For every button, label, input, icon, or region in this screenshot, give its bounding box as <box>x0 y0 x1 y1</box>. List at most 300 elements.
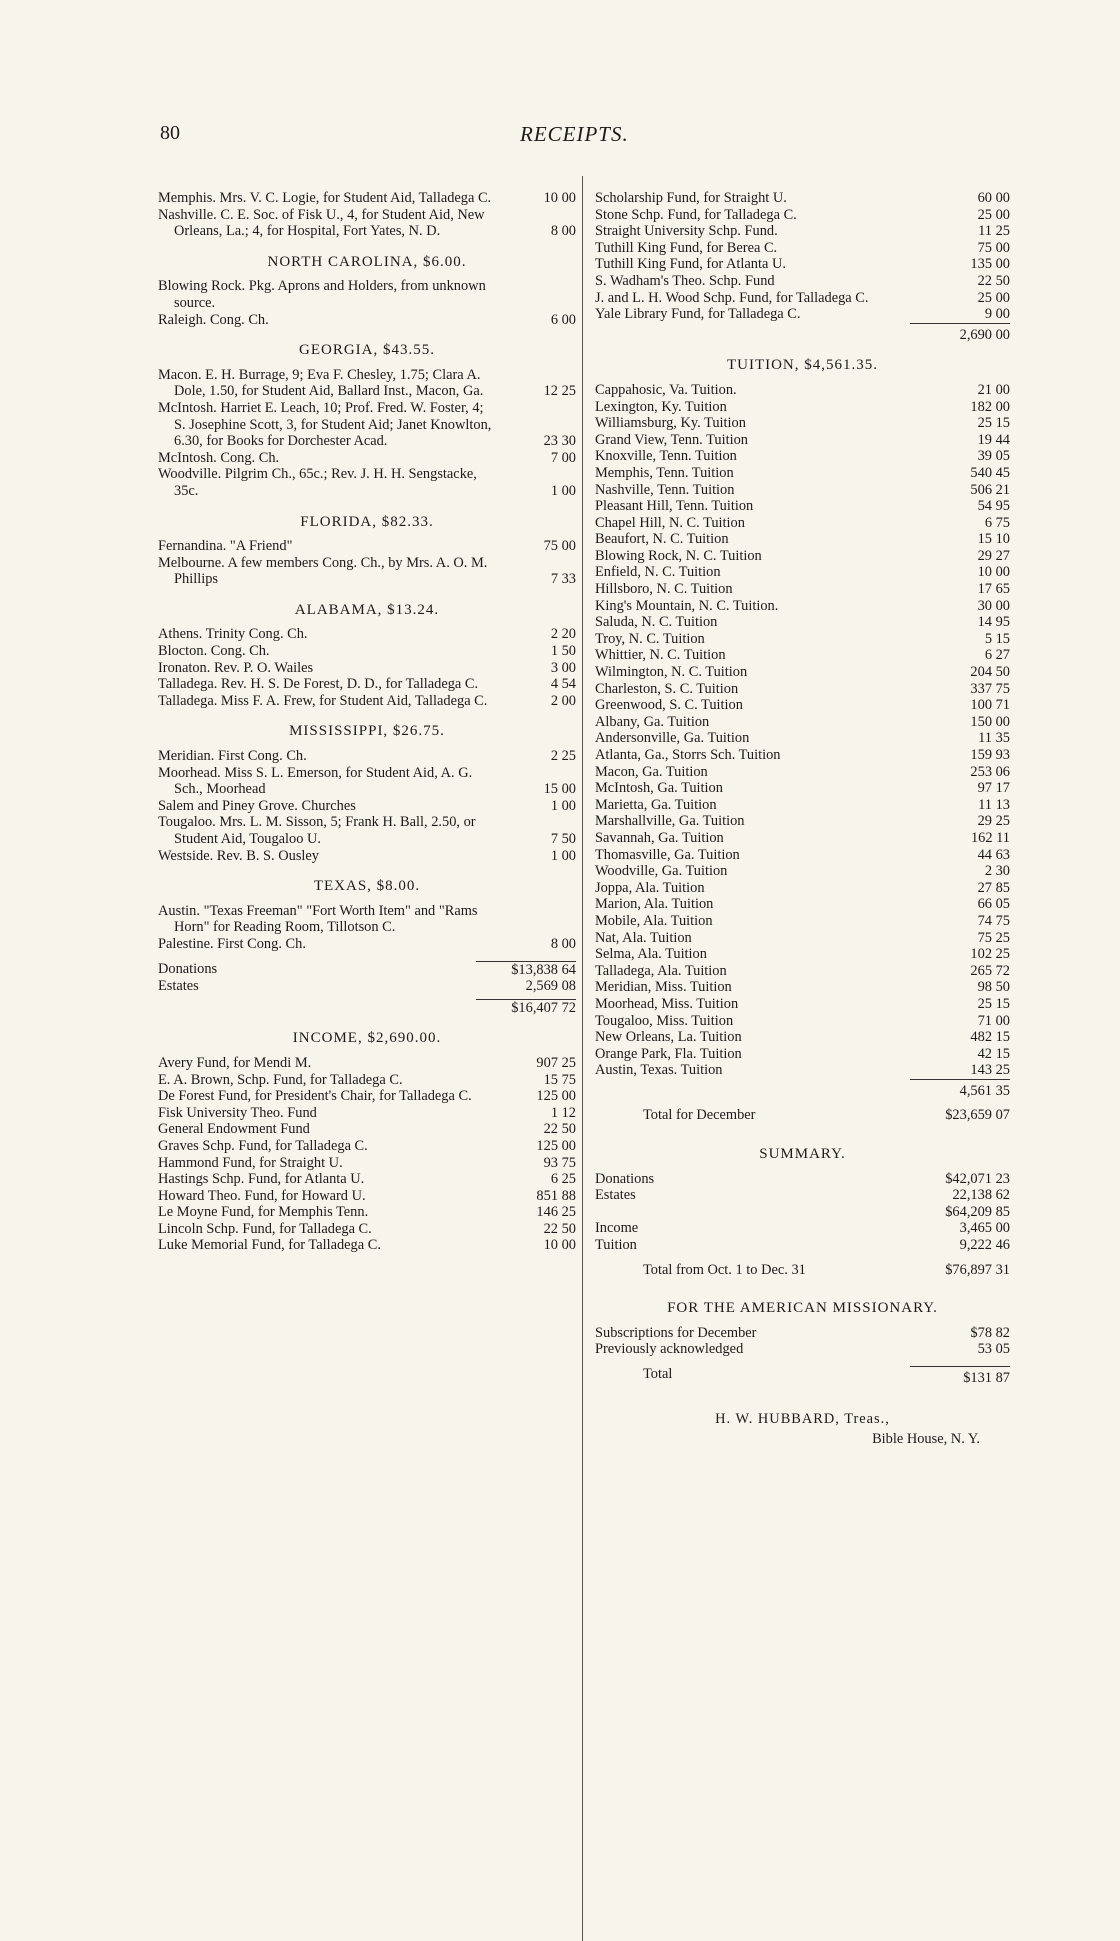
entry-row <box>595 979 1010 996</box>
entry-row <box>595 498 1010 515</box>
entry-description: Hillsboro, N. C. Tuition <box>595 581 733 598</box>
section-heading: SUMMARY. <box>759 1146 846 1163</box>
grand-total-amount: $16,407 72 <box>476 999 576 1017</box>
entry-description: General Endowment Fund <box>158 1121 310 1138</box>
entry-amount: 540 45 <box>970 464 1010 481</box>
entry-amount: 907 25 <box>536 1054 576 1071</box>
entry-amount: 15 00 <box>543 781 576 798</box>
entry-amount: 1 00 <box>550 797 576 814</box>
entry-row <box>158 643 576 660</box>
entry-row <box>595 564 1010 581</box>
entry-row <box>158 936 576 953</box>
entry-amount: 39 05 <box>977 448 1010 465</box>
page-number: 80 <box>160 122 180 144</box>
entry-description: Salem and Piney Grove. Churches <box>158 797 356 814</box>
entry-row <box>595 880 1010 897</box>
missionary-total-row <box>595 1366 1010 1387</box>
entry-description: Memphis. Mrs. V. C. Logie, for Student Aid, Talladega C. <box>158 190 492 206</box>
entry-row <box>595 290 1010 307</box>
entry-amount: 14 95 <box>977 614 1010 631</box>
entry-row <box>595 256 1010 273</box>
summary-total-amount: $76,897 31 <box>945 1261 1010 1278</box>
entry-description: Blowing Rock, N. C. Tuition <box>595 547 762 564</box>
entry-description: Fernandina. "A Friend" <box>158 538 293 555</box>
entry-amount: 125 00 <box>536 1088 576 1105</box>
totals-label: Estates <box>158 978 199 995</box>
entry-amount: 100 71 <box>970 697 1010 714</box>
entry-amount: 159 93 <box>970 747 1010 763</box>
summary-total-label: Total from Oct. 1 to Dec. 31 <box>643 1261 806 1278</box>
entry-amount: 75 00 <box>977 239 1010 256</box>
entry-amount: 15 10 <box>977 531 1010 548</box>
entry-row <box>595 399 1010 416</box>
entry-row <box>595 482 1010 499</box>
entry-amount: 3 00 <box>550 659 576 676</box>
entry-amount: 506 21 <box>970 481 1010 498</box>
entry-row <box>158 676 576 693</box>
entry-description: Thomasville, Ga. Tuition <box>595 846 740 863</box>
entry-description: Meridian, Miss. Tuition <box>595 979 732 996</box>
entry-row <box>158 1105 576 1122</box>
entry-description: De Forest Fund, for President's Chair, for Talladega C. <box>158 1088 472 1105</box>
entry-row <box>158 190 576 207</box>
entry-amount: 22 50 <box>543 1220 576 1237</box>
entry-amount: 11 35 <box>978 730 1010 747</box>
entry-amount: 25 15 <box>977 995 1010 1012</box>
entry-amount: 1 00 <box>550 847 576 864</box>
entry-row <box>158 903 576 936</box>
entry-description: Macon, Ga. Tuition <box>595 763 708 780</box>
entry-amount: 53 05 <box>977 1341 1010 1358</box>
entry-row <box>595 647 1010 664</box>
entry-description: Williamsburg, Ky. Tuition <box>595 415 746 432</box>
entry-amount: 143 25 <box>970 1062 1010 1079</box>
entry-row <box>595 863 1010 880</box>
entry-description: Lincoln Schp. Fund, for Talladega C. <box>158 1220 372 1237</box>
entry-description: Joppa, Ala. Tuition <box>595 879 705 896</box>
totals-row <box>158 961 576 979</box>
section-heading: GEORGIA, $43.55. <box>299 342 435 359</box>
entry-description: Macon. E. H. Burrage, 9; Eva F. Chesley, 1.75; Clara A. Dole, 1.50, for Student Aid, Ballard Inst., Macon, Ga. <box>158 366 484 400</box>
entry-row <box>595 1341 1010 1358</box>
entry-amount: 22,138 62 <box>952 1187 1010 1204</box>
entry-amount: 98 50 <box>977 979 1010 996</box>
entry-amount: 75 00 <box>543 538 576 555</box>
entry-row <box>158 1138 576 1155</box>
entry-amount: 265 72 <box>970 962 1010 979</box>
entry-row <box>595 730 1010 747</box>
entry-amount: 11 13 <box>978 796 1010 813</box>
totals-row <box>158 978 576 995</box>
entry-description: Marshallville, Ga. Tuition <box>595 813 745 830</box>
entry-row <box>595 681 1010 698</box>
section-heading: INCOME, $2,690.00. <box>292 1030 442 1047</box>
entry-description: Whittier, N. C. Tuition <box>595 647 726 664</box>
entry-description: King's Mountain, N. C. Tuition. <box>595 597 779 614</box>
missionary-total-label: Total <box>643 1366 673 1382</box>
page-title: RECEIPTS. <box>520 122 629 146</box>
entry-description: Chapel Hill, N. C. Tuition <box>595 514 745 531</box>
entry-row <box>595 415 1010 432</box>
entry-row <box>595 448 1010 465</box>
entry-description: Albany, Ga. Tuition <box>595 713 710 730</box>
entry-description: Talladega. Miss F. A. Frew, for Student Aid, Talladega C. <box>158 692 488 709</box>
entry-description: Saluda, N. C. Tuition <box>595 614 718 631</box>
entry-amount: 29 25 <box>977 813 1010 830</box>
entry-description: Blowing Rock. Pkg. Aprons and Holders, from unknown source. <box>158 278 486 311</box>
entry-amount: 3,465 00 <box>959 1220 1010 1237</box>
entry-description: Blocton. Cong. Ch. <box>158 643 270 660</box>
entry-description: Nashville, Tenn. Tuition <box>595 481 735 498</box>
entry-amount: 10 00 <box>977 564 1010 581</box>
entry-amount: 125 00 <box>536 1137 576 1154</box>
tuition-total-row <box>595 1079 1010 1100</box>
entry-row <box>595 548 1010 565</box>
december-total-amount: $23,659 07 <box>945 1107 1010 1124</box>
entry-row <box>158 207 576 240</box>
entry-row <box>595 465 1010 482</box>
entry-amount: 60 00 <box>977 190 1010 206</box>
section-heading: FLORIDA, $82.33. <box>300 513 434 530</box>
right-column <box>595 190 1010 1448</box>
section-heading: TEXAS, $8.00. <box>313 878 421 895</box>
entry-description: Straight University Schp. Fund. <box>595 223 778 240</box>
entry-amount: 25 00 <box>977 289 1010 306</box>
entry-description: McIntosh, Ga. Tuition <box>595 780 723 797</box>
entry-description: Estates <box>595 1187 636 1204</box>
entry-row <box>595 697 1010 714</box>
entry-row <box>158 1204 576 1221</box>
entry-amount: 1 50 <box>550 643 576 660</box>
entry-description: Meridian. First Cong. Ch. <box>158 748 307 765</box>
entry-amount: 6 75 <box>984 514 1010 531</box>
entry-row <box>595 1046 1010 1063</box>
entry-amount: 8 00 <box>550 935 576 952</box>
entry-description: J. and L. H. Wood Schp. Fund, for Talladega C. <box>595 289 869 306</box>
entry-row <box>158 798 576 815</box>
entry-description: Beaufort, N. C. Tuition <box>595 531 729 548</box>
entry-row <box>158 1121 576 1138</box>
totals-amount: $13,838 64 <box>476 961 576 979</box>
entry-row <box>158 748 576 765</box>
entry-amount: 6 00 <box>550 311 576 328</box>
entry-description: Avery Fund, for Mendi M. <box>158 1054 312 1071</box>
entry-amount: 102 25 <box>970 946 1010 963</box>
entry-amount: 10 00 <box>543 190 576 206</box>
entry-row <box>595 273 1010 290</box>
entry-row <box>158 693 576 710</box>
entry-amount: 2 25 <box>550 748 576 765</box>
entry-amount: $64,209 85 <box>945 1203 1010 1220</box>
entry-description: Stone Schp. Fund, for Talladega C. <box>595 206 797 223</box>
entry-row <box>595 913 1010 930</box>
entry-description: Graves Schp. Fund, for Talladega C. <box>158 1137 368 1154</box>
entry-row <box>158 1072 576 1089</box>
entry-amount: 1 12 <box>550 1104 576 1121</box>
entry-amount: 5 15 <box>984 630 1010 647</box>
entry-amount: 135 00 <box>970 256 1010 273</box>
entry-description: Westside. Rev. B. S. Ousley <box>158 847 319 864</box>
entry-description: Le Moyne Fund, for Memphis Tenn. <box>158 1204 369 1221</box>
entry-description: Howard Theo. Fund, for Howard U. <box>158 1187 366 1204</box>
entry-amount: 6 25 <box>550 1171 576 1188</box>
entry-description: Scholarship Fund, for Straight U. <box>595 190 787 206</box>
entry-row <box>595 996 1010 1013</box>
entry-amount: 97 17 <box>977 780 1010 797</box>
entry-amount: 11 25 <box>978 223 1010 240</box>
entry-amount: 2 20 <box>550 626 576 643</box>
entry-description: Previously acknowledged <box>595 1341 744 1358</box>
entry-row <box>595 946 1010 963</box>
entry-row <box>158 367 576 400</box>
entry-description: Income <box>595 1220 639 1237</box>
entry-description: McIntosh. Cong. Ch. <box>158 449 280 466</box>
entry-amount: 22 50 <box>543 1121 576 1138</box>
entry-amount: 93 75 <box>543 1154 576 1171</box>
entry-description: Pleasant Hill, Tenn. Tuition <box>595 498 754 515</box>
entry-amount: 8 00 <box>550 223 576 240</box>
entry-description: Tuthill King Fund, for Atlanta U. <box>595 256 786 273</box>
entry-description: Orange Park, Fla. Tuition <box>595 1045 742 1062</box>
entry-row <box>158 400 576 450</box>
entry-description: Mobile, Ala. Tuition <box>595 912 713 929</box>
entry-amount: 75 25 <box>977 929 1010 946</box>
entry-amount: 182 00 <box>970 398 1010 415</box>
entry-row <box>595 614 1010 631</box>
entry-description: S. Wadham's Theo. Schp. Fund <box>595 272 775 289</box>
entry-description: Subscriptions for December <box>595 1324 757 1341</box>
entry-row <box>158 312 576 329</box>
entry-amount: 9 00 <box>984 306 1010 323</box>
entry-row <box>595 1062 1010 1079</box>
entry-description: Fisk University Theo. Fund <box>158 1104 317 1121</box>
entry-row <box>595 598 1010 615</box>
entry-row <box>595 1220 1010 1237</box>
entry-amount: 74 75 <box>977 912 1010 929</box>
entry-description: Greenwood, S. C. Tuition <box>595 697 743 714</box>
entry-row <box>158 278 576 311</box>
entry-amount: 54 95 <box>977 498 1010 515</box>
entry-description: Austin. "Texas Freeman" "Fort Worth Item" and "Rams Horn" for Reading Room, Tillotson C. <box>158 902 478 936</box>
entry-row <box>158 1171 576 1188</box>
entry-amount: 29 27 <box>977 547 1010 564</box>
entry-description: Savannah, Ga. Tuition <box>595 829 724 846</box>
entry-amount: 482 15 <box>970 1029 1010 1046</box>
december-total-label: Total for December <box>643 1107 756 1124</box>
summary-total-row <box>595 1262 1010 1279</box>
entry-description: Austin, Texas. Tuition <box>595 1062 723 1079</box>
entry-row <box>595 1187 1010 1204</box>
entry-description: Tougaloo. Mrs. L. M. Sisson, 5; Frank H. Ball, 2.50, or Student Aid, Tougaloo U. <box>158 814 476 847</box>
entry-row <box>158 1188 576 1205</box>
entry-row <box>595 764 1010 781</box>
entry-description: Marietta, Ga. Tuition <box>595 796 717 813</box>
entry-row <box>595 515 1010 532</box>
entry-description: Woodville. Pilgrim Ch., 65c.; Rev. J. H. H. Sengstacke, 35c. <box>158 466 477 499</box>
totals-amount: 2,569 08 <box>525 978 576 995</box>
entry-amount: 1 00 <box>550 482 576 499</box>
entry-description: Yale Library Fund, for Talladega C. <box>595 306 801 323</box>
entry-amount: 25 00 <box>977 206 1010 223</box>
entry-description: E. A. Brown, Schp. Fund, for Talladega C. <box>158 1071 403 1088</box>
entry-amount: 9,222 46 <box>959 1237 1010 1254</box>
entry-row <box>595 223 1010 240</box>
entry-description: Athens. Trinity Cong. Ch. <box>158 626 308 643</box>
entry-row <box>595 207 1010 224</box>
entry-description: Memphis, Tenn. Tuition <box>595 464 734 481</box>
entry-row <box>158 538 576 555</box>
entry-amount: 162 11 <box>970 829 1010 846</box>
entry-amount: 6 27 <box>984 647 1010 664</box>
entry-amount: 204 50 <box>970 664 1010 681</box>
entry-amount: 4 54 <box>550 676 576 693</box>
entry-row <box>595 780 1010 797</box>
entry-amount: 2 30 <box>984 863 1010 880</box>
entry-row <box>158 1088 576 1105</box>
entry-description: Ironaton. Rev. P. O. Wailes <box>158 659 314 676</box>
entry-row <box>595 813 1010 830</box>
income-total-amount: 2,690 00 <box>910 323 1010 344</box>
entry-description: Enfield, N. C. Tuition <box>595 564 721 581</box>
entry-row <box>595 930 1010 947</box>
entry-row <box>158 555 576 588</box>
entry-row <box>158 1221 576 1238</box>
entry-row <box>595 847 1010 864</box>
entry-amount: 21 00 <box>977 381 1010 398</box>
entry-description: Hammond Fund, for Straight U. <box>158 1154 343 1171</box>
entry-amount: $42,071 23 <box>945 1170 1010 1187</box>
entry-description: Moorhead, Miss. Tuition <box>595 995 739 1012</box>
entry-row <box>595 382 1010 399</box>
entry-description: Nat, Ala. Tuition <box>595 929 692 946</box>
entry-amount: 337 75 <box>970 680 1010 697</box>
entry-description: Talladega, Ala. Tuition <box>595 962 727 979</box>
entry-description: Wilmington, N. C. Tuition <box>595 664 748 681</box>
entry-row <box>595 190 1010 207</box>
section-heading: FOR THE AMERICAN MISSIONARY. <box>667 1300 938 1317</box>
entry-amount: 851 88 <box>536 1187 576 1204</box>
entry-amount: 44 63 <box>977 846 1010 863</box>
entry-row <box>595 797 1010 814</box>
entry-description: Cappahosic, Va. Tuition. <box>595 381 737 398</box>
section-heading: TUITION, $4,561.35. <box>726 357 879 374</box>
entry-description: Grand View, Tenn. Tuition <box>595 431 748 448</box>
entry-description: Selma, Ala. Tuition <box>595 946 707 963</box>
entry-row <box>158 814 576 847</box>
entry-description <box>595 1204 912 1221</box>
entry-description: Luke Memorial Fund, for Talladega C. <box>158 1237 381 1254</box>
entry-row <box>158 626 576 643</box>
section-heading: MISSISSIPPI, $26.75. <box>289 723 445 740</box>
entry-description: Atlanta, Ga., Storrs Sch. Tuition <box>595 747 781 763</box>
entry-row <box>595 963 1010 980</box>
entry-row <box>595 1237 1010 1254</box>
entry-amount: 146 25 <box>536 1204 576 1221</box>
entry-amount: 66 05 <box>977 896 1010 913</box>
totals-row <box>158 999 576 1017</box>
entry-description: Raleigh. Cong. Ch. <box>158 311 269 328</box>
entry-description: Talladega. Rev. H. S. De Forest, D. D., for Talladega C. <box>158 676 479 693</box>
entry-amount: 27 85 <box>977 879 1010 896</box>
treasurer-address: Bible House, N. Y. <box>872 1431 980 1448</box>
entry-amount: 2 00 <box>550 692 576 709</box>
entry-description: McIntosh. Harriet E. Leach, 10; Prof. Fred. W. Foster, 4; S. Josephine Scott, 3, for Student Aid; Janet Knowlton, 6.30, for Books for Dorchester Acad. <box>158 399 492 450</box>
section-heading: ALABAMA, $13.24. <box>294 601 440 618</box>
entry-row <box>595 664 1010 681</box>
entry-amount: 23 30 <box>543 433 576 450</box>
entry-row <box>158 848 576 865</box>
entry-description: Tuition <box>595 1237 637 1254</box>
entry-row <box>158 466 576 499</box>
entry-row <box>595 1029 1010 1046</box>
entry-amount: 42 15 <box>977 1045 1010 1062</box>
entry-row <box>595 631 1010 648</box>
entry-amount: 15 75 <box>543 1071 576 1088</box>
totals-label: Donations <box>158 960 218 977</box>
entry-description: Moorhead. Miss S. L. Emerson, for Student Aid, A. G. Sch., Moorhead <box>158 764 473 798</box>
entry-row <box>595 581 1010 598</box>
entry-row <box>595 1013 1010 1030</box>
entry-description: Lexington, Ky. Tuition <box>595 398 727 415</box>
entry-amount: 150 00 <box>970 713 1010 730</box>
entry-description: Knoxville, Tenn. Tuition <box>595 448 737 465</box>
entry-description: Troy, N. C. Tuition <box>595 630 705 647</box>
entry-description: Charleston, S. C. Tuition <box>595 680 739 697</box>
entry-row <box>595 240 1010 257</box>
entry-description: Tuthill King Fund, for Berea C. <box>595 239 778 256</box>
entry-amount: 12 25 <box>543 383 576 400</box>
entry-row <box>595 432 1010 449</box>
entry-row <box>158 660 576 677</box>
entry-row <box>158 450 576 467</box>
entry-description: Tougaloo, Miss. Tuition <box>595 1012 734 1029</box>
entry-amount: 25 15 <box>977 415 1010 432</box>
entry-amount: 253 06 <box>970 763 1010 780</box>
treasurer-name: H. W. HUBBARD, Treas., <box>715 1410 890 1427</box>
entry-amount: 7 00 <box>550 449 576 466</box>
entry-amount: $78 82 <box>970 1324 1010 1341</box>
entry-amount: 7 33 <box>550 571 576 588</box>
entry-description: Nashville. C. E. Soc. of Fisk U., 4, for Student Aid, New Orleans, La.; 4, for Hospital, Fort Yates, N. D. <box>158 206 485 240</box>
entry-row <box>158 1155 576 1172</box>
entry-amount: 7 50 <box>550 831 576 847</box>
entry-row <box>595 306 1010 323</box>
entry-description: New Orleans, La. Tuition <box>595 1029 742 1046</box>
entry-row <box>595 1325 1010 1342</box>
missionary-total-amount: $131 87 <box>910 1366 1010 1387</box>
section-heading: NORTH CAROLINA, $6.00. <box>267 253 467 270</box>
column-divider <box>582 176 583 1941</box>
entry-description: Andersonville, Ga. Tuition <box>595 730 750 747</box>
entry-amount: 30 00 <box>977 597 1010 614</box>
income-total-row <box>595 323 1010 344</box>
december-total-row <box>595 1107 1010 1124</box>
totals-label <box>158 999 476 1017</box>
entry-row <box>595 1204 1010 1221</box>
entry-description: Donations <box>595 1170 655 1187</box>
entry-amount: 22 50 <box>977 272 1010 289</box>
entry-amount: 10 00 <box>543 1237 576 1254</box>
entry-description: Palestine. First Cong. Ch. <box>158 935 306 952</box>
entry-amount: 17 65 <box>977 581 1010 598</box>
entry-description: Marion, Ala. Tuition <box>595 896 714 913</box>
entry-row <box>158 1055 576 1072</box>
entry-description: Melbourne. A few members Cong. Ch., by Mrs. A. O. M. Phillips <box>158 554 488 588</box>
entry-row <box>595 896 1010 913</box>
entry-row <box>595 1171 1010 1188</box>
entry-row <box>595 747 1010 764</box>
entry-row <box>595 531 1010 548</box>
